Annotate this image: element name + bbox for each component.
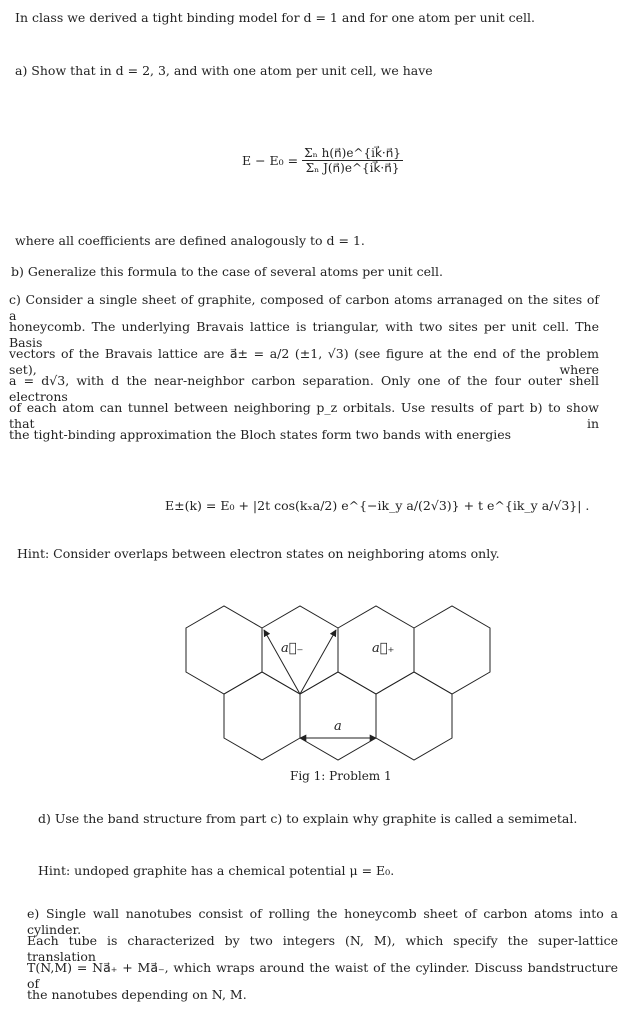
part-c-line-2: honeycomb. The underlying Bravais lattice is triangular, with two sites per unit cell. The Basis — [9, 319, 599, 350]
part-e-line-2: Each tube is characterized by two integers (N, M), which specify the super-lattice translation — [27, 933, 618, 964]
part-d-text: d) Use the band structure from part c) to explain why graphite is called a semimetal. — [38, 811, 578, 826]
part-c-line-1: c) Consider a single sheet of graphite, composed of carbon atoms arranaged on the sites of a — [9, 292, 599, 323]
label-a-plus: a⃗₊ — [372, 641, 395, 656]
part-c-line-6: the tight-binding approximation the Bloch states form two bands with energies — [9, 427, 512, 442]
part-a-after: where all coefficients are defined analogously to d = 1. — [15, 233, 365, 248]
hexagon — [376, 672, 452, 760]
vector-a-minus-arrow — [264, 630, 300, 694]
part-b-text: b) Generalize this formula to the case of several atoms per unit cell. — [11, 264, 444, 279]
vector-a-plus-arrow — [300, 630, 336, 694]
part-c-line-3: vectors of the Bravais lattice are a⃗± = a/2 (±1, √3) (see figure at the end of the problem set), where — [9, 346, 599, 377]
hexagon — [186, 606, 262, 694]
equation-a-lhs: E − E₀ = — [242, 153, 299, 168]
part-c-line-5: of each atom can tunnel between neighboring p_z orbitals. Use results of part b) to show that in — [9, 400, 599, 431]
equation-a-denominator: Σₙ J(n⃗)e^{ik⃗·n⃗} — [305, 161, 400, 175]
part-e-line-3: T(N,M) = Na⃗₊ + Ma⃗₋, which wraps around the waist of the cylinder. Discuss bandstructure of — [27, 960, 618, 991]
part-d-hint: Hint: undoped graphite has a chemical potential μ = E₀. — [38, 863, 395, 878]
hexagon — [414, 606, 490, 694]
label-a-minus: a⃗₋ — [281, 641, 304, 656]
figure-caption: Fig 1: Problem 1 — [290, 769, 392, 783]
equation-a — [242, 146, 403, 175]
label-a: a — [334, 719, 342, 734]
part-e-line-1: e) Single wall nanotubes consist of rolling the honeycomb sheet of carbon atoms into a cylinder. — [27, 906, 618, 937]
part-c-hint: Hint: Consider overlaps between electron states on neighboring atoms only. — [17, 546, 500, 561]
hexagon — [300, 672, 376, 760]
intro-text: In class we derived a tight binding model for d = 1 and for one atom per unit cell. — [15, 10, 536, 25]
part-c-line-4: a = d√3, with d the near-neighbor carbon separation. Only one of the four outer shell electrons — [9, 373, 599, 404]
equation-c: E±(k) = E₀ + |2t cos(kₓa/2) e^{−ik_y a/(2√3)} + t e^{ik_y a/√3}| . — [165, 498, 590, 513]
part-e-line-4: the nanotubes depending on N, M. — [27, 987, 247, 1002]
honeycomb-figure — [0, 580, 639, 800]
hexagon — [224, 672, 300, 760]
part-a-text: a) Show that in d = 2, 3, and with one atom per unit cell, we have — [15, 63, 433, 78]
equation-a-numerator: Σₙ h(n⃗)e^{ik⃗·n⃗} — [304, 146, 401, 160]
